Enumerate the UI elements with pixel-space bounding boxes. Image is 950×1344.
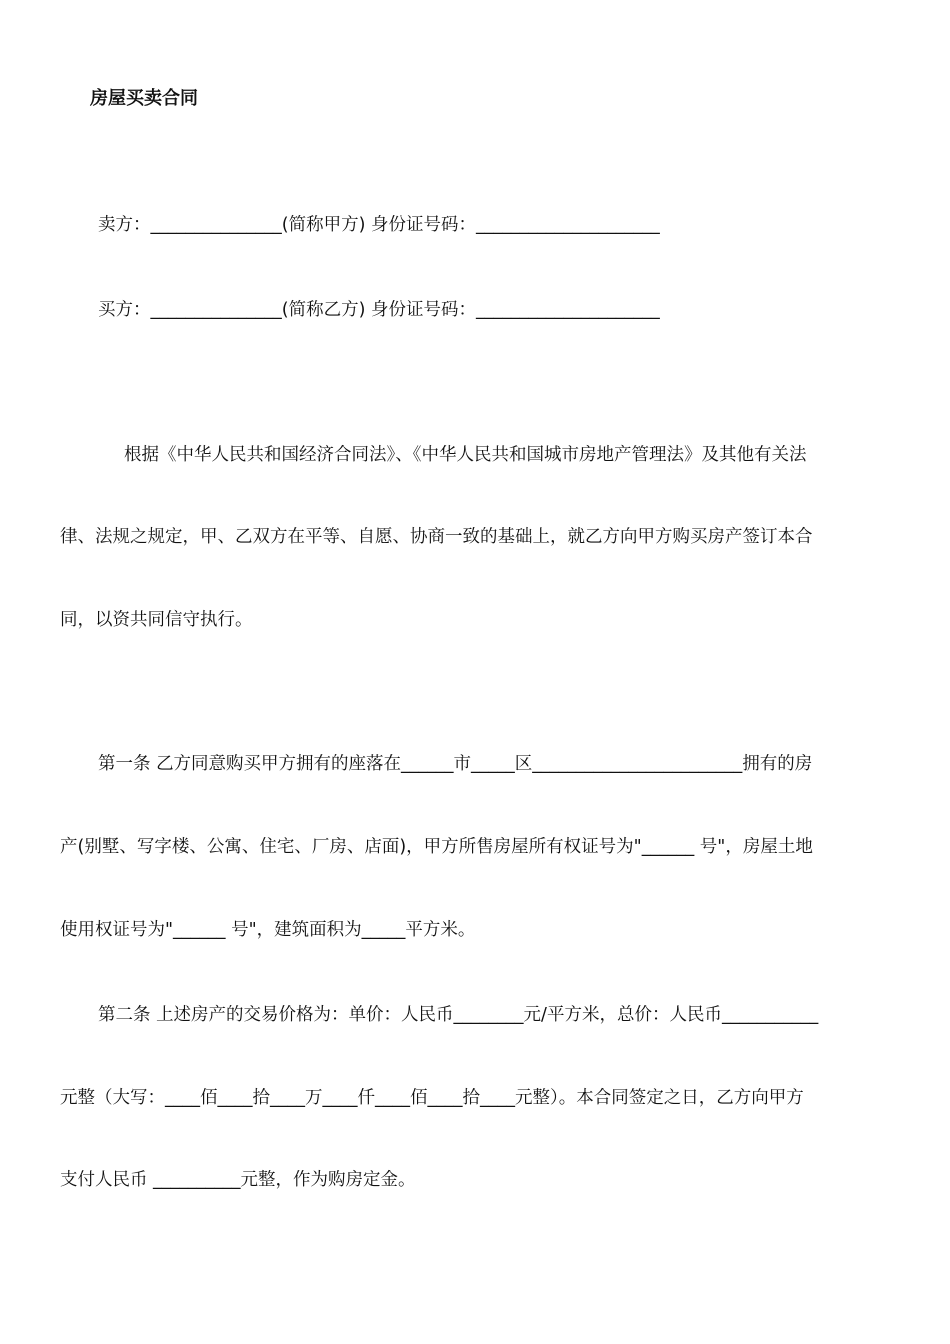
- preamble-line-2: 律、法规之规定，甲、乙双方在平等、自愿、协商一致的基础上，就乙方向甲方购买房产签订本合: [60, 527, 813, 547]
- preamble-line-3: 同，以资共同信守执行。: [60, 610, 253, 630]
- document-title: 房屋买卖合同: [90, 88, 198, 109]
- article2-line-2: 元整（大写：____佰____拾____万____仟____佰____拾____元整）。本合同签定之日，乙方向甲方: [60, 1088, 804, 1108]
- preamble-line-1: 根据《中华人民共和国经济合同法》、《中华人民共和国城市房地产管理法》及其他有关法: [124, 445, 807, 465]
- seller-line: 卖方：_______________(简称甲方) 身份证号码：_____________________: [98, 215, 660, 235]
- article2-line-3: 支付人民币 __________元整，作为购房定金。: [60, 1170, 416, 1190]
- article1-line-1: 第一条 乙方同意购买甲方拥有的座落在______市_____区________________________拥有的房: [98, 754, 813, 774]
- article1-line-2: 产(别墅、写字楼、公寓、住宅、厂房、店面)，甲方所售房屋所有权证号为"______ 号"，房屋土地: [60, 837, 813, 857]
- article1-line-3: 使用权证号为"______ 号"，建筑面积为_____平方米。: [60, 920, 476, 940]
- buyer-line: 买方：_______________(简称乙方) 身份证号码：_____________________: [98, 300, 660, 320]
- article2-line-1: 第二条 上述房产的交易价格为：单价：人民币________元/平方米，总价：人民币___________: [98, 1005, 819, 1025]
